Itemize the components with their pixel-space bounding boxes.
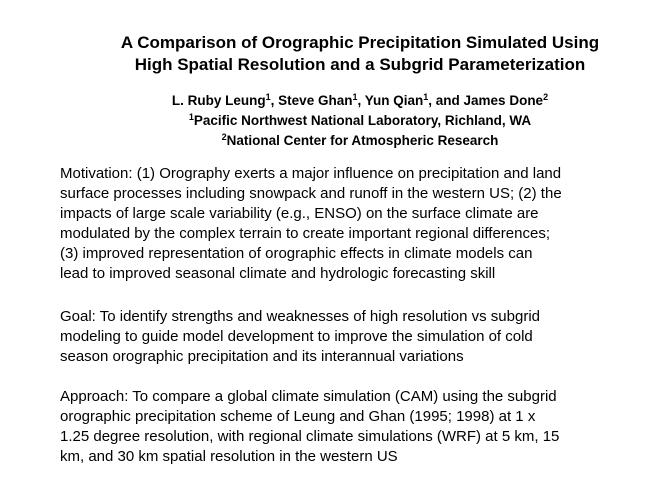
author-name: Yun Qian — [364, 93, 424, 108]
affiliation-marker: 1 — [188, 112, 194, 122]
text-line: modulated by the complex terrain to create important regional differences; — [60, 225, 550, 242]
author-affiliation-marker: 1 — [423, 92, 429, 102]
affiliation-1 — [60, 111, 660, 131]
text-line: Approach: To compare a global climate simulation (CAM) using the subgrid — [60, 388, 557, 405]
author-list — [60, 91, 660, 111]
author-name: Steve Ghan — [278, 93, 353, 108]
author-affiliation-marker: 2 — [543, 92, 549, 102]
title-line-1: A Comparison of Orographic Precipitation Simulated Using — [120, 33, 600, 52]
paper-title — [60, 32, 660, 76]
author-separator: , and — [428, 93, 464, 108]
text-line: modeling to guide model development to improve the simulation of cold — [60, 328, 533, 345]
text-line: (3) improved representation of orographic effects in climate models can — [60, 245, 533, 262]
text-line: orographic precipitation scheme of Leung and Ghan (1995; 1998) at 1 x — [60, 408, 536, 425]
author-affiliation-marker: 1 — [352, 92, 358, 102]
motivation-paragraph — [60, 164, 658, 284]
author-separator: , — [270, 93, 279, 108]
author-affiliation-marker: 1 — [265, 92, 271, 102]
text-line: impacts of large scale variability (e.g., ENSO) on the surface climate are — [60, 205, 539, 222]
affiliation-marker: 2 — [221, 132, 227, 142]
text-line: Motivation: (1) Orography exerts a major influence on precipitation and land — [60, 165, 562, 182]
author-name: L. Ruby Leung — [171, 93, 266, 108]
text-line: season orographic precipitation and its interannual variations — [60, 348, 464, 365]
author-separator: , — [357, 93, 365, 108]
author-name: James Done — [463, 93, 544, 108]
affiliation-text: Pacific Northwest National Laboratory, Richland, WA — [193, 113, 532, 128]
approach-paragraph — [60, 387, 658, 467]
title-line-2: High Spatial Resolution and a Subgrid Parameterization — [134, 55, 586, 74]
text-line: Goal: To identify strengths and weaknesses of high resolution vs subgrid — [60, 308, 540, 325]
text-line: lead to improved seasonal climate and hydrologic forecasting skill — [60, 265, 496, 282]
goal-paragraph — [60, 307, 658, 367]
author-block — [60, 91, 660, 151]
text-line: 1.25 degree resolution, with regional climate simulations (WRF) at 5 km, 15 — [60, 428, 560, 445]
affiliation-2 — [60, 131, 660, 151]
affiliation-text: National Center for Atmospheric Research — [226, 133, 499, 148]
text-line: surface processes including snowpack and runoff in the western US; (2) the — [60, 185, 562, 202]
text-line: km, and 30 km spatial resolution in the western US — [60, 448, 398, 465]
